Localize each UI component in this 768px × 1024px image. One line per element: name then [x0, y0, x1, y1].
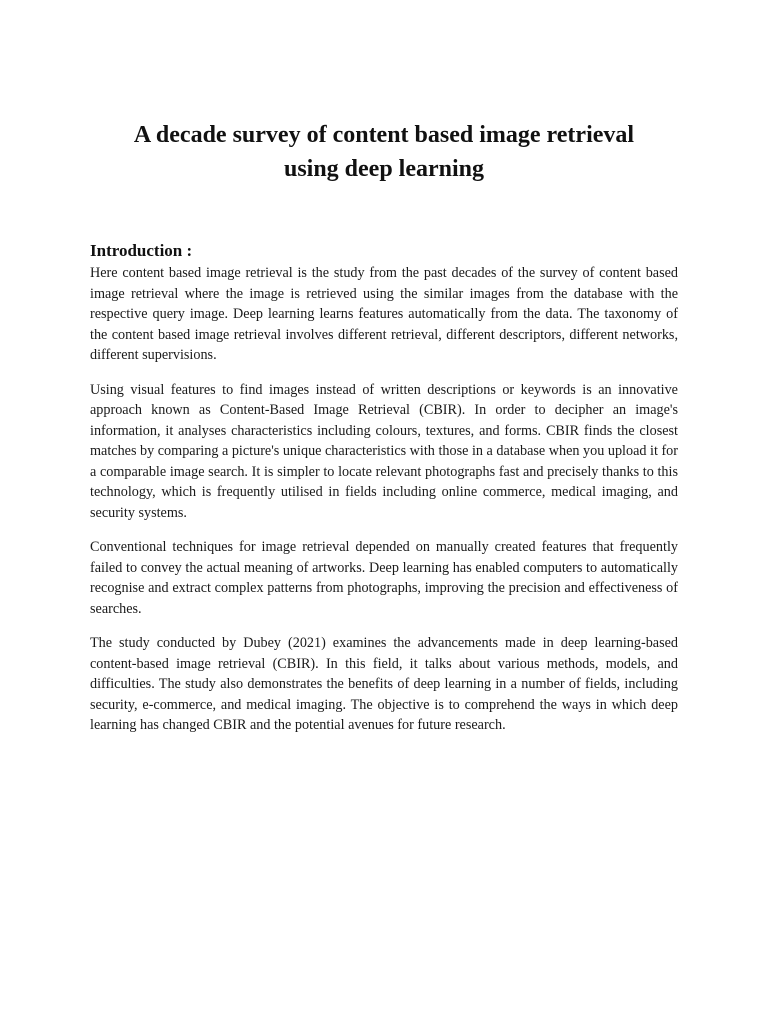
title-line-1: A decade survey of content based image retrieval [133, 122, 635, 148]
body-text [90, 263, 678, 750]
paragraph: The study conducted by Dubey (2021) examines the advancements made in deep learning-based content-based image retrieval (CBIR). In this field, it talks about various methods, models, and difficulties. The study also demonstrates the benefits of deep learning in a number of fields, including security, e-commerce, and medical imaging. The objective is to comprehend the ways in which deep learning has changed CBIR and the potential avenues for future research. [90, 635, 678, 733]
paragraph: Conventional techniques for image retrieval depended on manually created features that frequently failed to convey the actual meaning of artworks. Deep learning has enabled computers to automatically recognise and extract complex patterns from photographs, improving the precision and effectiveness of searches. [90, 539, 678, 617]
title-line-2: using deep learning [283, 156, 485, 182]
section-heading-introduction: Introduction : [90, 241, 193, 260]
paragraph: Here content based image retrieval is the study from the past decades of the survey of content based image retrieval where the image is retrieved using the similar images from the database with the respective query image. Deep learning learns features automatically from the data. The taxonomy of the content based image retrieval involves different retrieval, different descriptors, different networks, different supervisions. [90, 265, 678, 363]
paragraph: Using visual features to find images instead of written descriptions or keywords is an innovative approach known as Content-Based Image Retrieval (CBIR). In order to decipher an image's information, it analyses characteristics including colours, textures, and forms. CBIR finds the closest matches by comparing a picture's unique characteristics with those in a database when you upload it for a comparable image search. It is simpler to locate relevant photographs fast and precisely thanks to this technology, which is frequently utilised in fields including online commerce, medical imaging, and security systems. [90, 381, 678, 521]
page-title [60, 118, 708, 186]
